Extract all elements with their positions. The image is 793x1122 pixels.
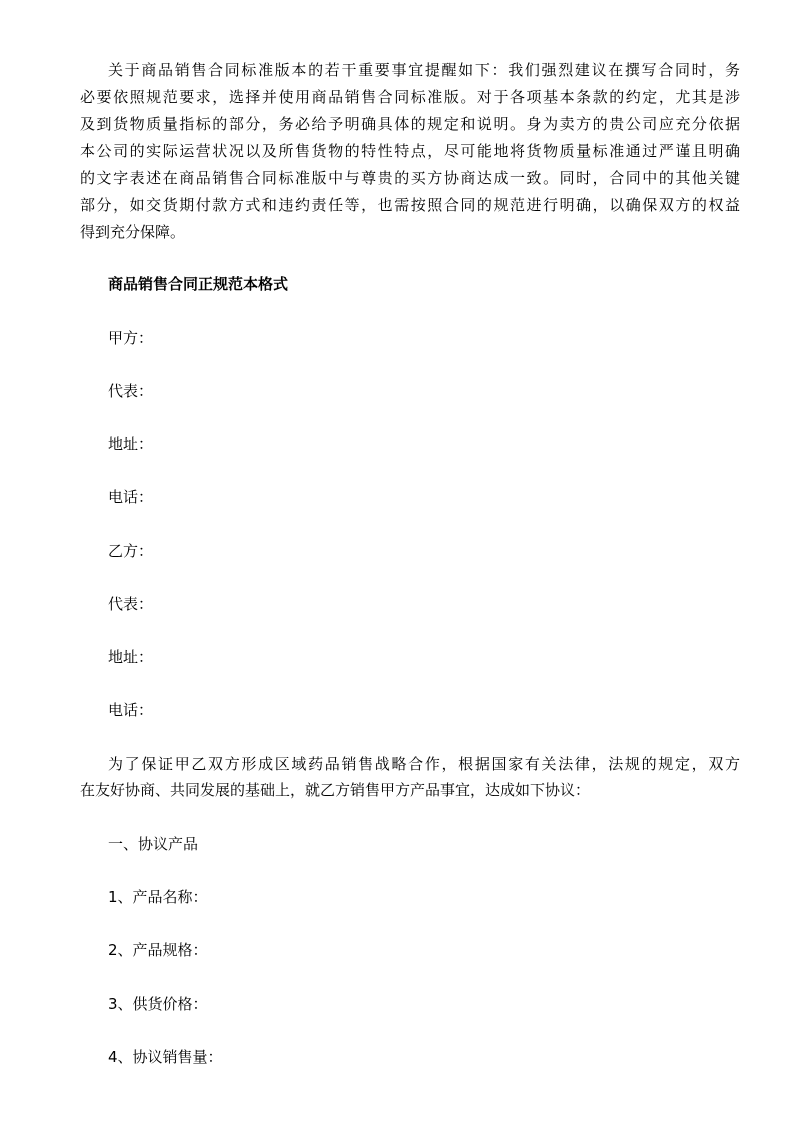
intro-line: 关于商品销售合同标准版本的若干重要事宜提醒如下：我们强烈建议在撰写合同时，务: [108, 61, 740, 79]
party-b-representative: 代表：: [108, 595, 154, 613]
party-a-representative: 代表：: [108, 382, 154, 400]
party-a-phone: 电话：: [108, 488, 154, 506]
section-item: 3、供货价格：: [108, 995, 208, 1013]
intro-line: 部分，如交货期付款方式和违约责任等，也需按照合同的规范进行明确，以确保双方的权益: [80, 196, 740, 214]
party-b-address: 地址：: [108, 648, 154, 666]
intro-line: 得到充分保障。: [80, 223, 186, 241]
preamble-line: 在友好协商、共同发展的基础上，就乙方销售甲方产品事宜，达成如下协议：: [80, 781, 591, 799]
party-b-phone: 电话：: [108, 701, 154, 719]
section-item: 4、协议销售量：: [108, 1048, 223, 1066]
section-item: 2、产品规格：: [108, 941, 208, 959]
contract-heading: 商品销售合同正规范本格式: [108, 275, 289, 293]
intro-line: 必要依照规范要求，选择并使用商品销售合同标准版。对于各项基本条款的约定，尤其是涉: [80, 88, 740, 106]
intro-line: 的文字表述在商品销售合同标准版中与尊贵的买方协商达成一致。同时，合同中的其他关键: [80, 169, 740, 187]
intro-line: 及到货物质量指标的部分，务必给予明确具体的规定和说明。身为卖方的贵公司应充分依据: [80, 115, 740, 133]
section-title: 一、协议产品: [108, 835, 199, 853]
party-a-label: 甲方：: [108, 329, 154, 347]
intro-line: 本公司的实际运营状况以及所售货物的特性特点，尽可能地将货物质量标准通过严谨且明确: [80, 142, 740, 160]
party-b-label: 乙方：: [108, 542, 154, 560]
preamble-line: 为了保证甲乙双方形成区域药品销售战略合作，根据国家有关法律，法规的规定，双方: [108, 755, 740, 773]
party-a-address: 地址：: [108, 435, 154, 453]
section-item: 1、产品名称：: [108, 888, 208, 906]
